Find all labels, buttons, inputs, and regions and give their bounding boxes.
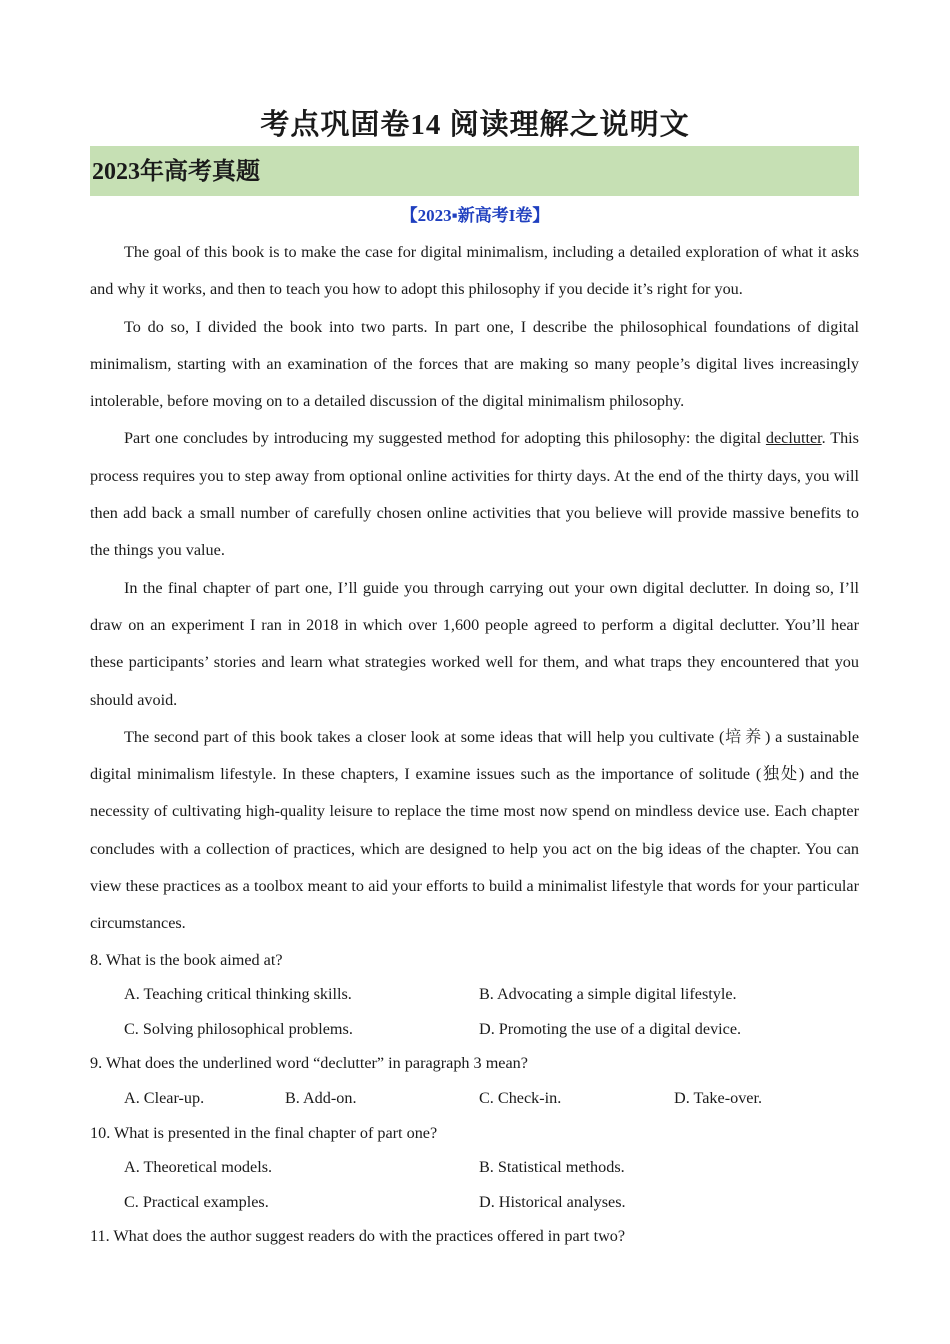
section-header [90, 146, 859, 196]
question-10-options-row-1 [90, 1150, 859, 1185]
underlined-word: declutter [765, 429, 822, 448]
gloss-cultivate: 培养 [724, 727, 765, 746]
gloss-solitude: 独处 [761, 765, 799, 784]
paragraph-3-end: . This process requires you to step away from optional online activities for thirty days. At the end of the thirty days, you will then add back a small number of carefully chosen online activities that you believe will provide massive benefits to the things you value. [90, 429, 859, 560]
option-8d: D. Promoting the use of a digital device. [479, 1019, 742, 1038]
question-9: 9. What does the underlined word “declutter” in paragraph 3 mean? [90, 1054, 528, 1073]
question-9-options [90, 1081, 859, 1116]
question-8-options-row-1 [90, 977, 859, 1012]
document-title: 考点巩固卷14 阅读理解之说明文 [260, 109, 690, 141]
question-10: 10. What is presented in the final chapter of part one? [90, 1123, 438, 1142]
option-9b: B. Add-on. [285, 1089, 357, 1108]
exam-source-label: 【2023▪新高考I卷】 [400, 206, 550, 225]
section-title: 2023年高考真题 [92, 159, 260, 185]
question-8-options-row-2 [90, 1012, 859, 1047]
paragraph-2: To do so, I divided the book into two parts. In part one, I describe the philosophical foundations of digital minimalism, starting with an examination of the forces that are making so many people’s digital lives increasingly intolerable, before moving on to a detailed discussion of the digital minimalism philosophy. [90, 317, 859, 411]
option-9d: D. Take-over. [674, 1089, 763, 1108]
option-9a: A. Clear-up. [124, 1089, 205, 1108]
option-10c: C. Practical examples. [124, 1192, 269, 1211]
paragraph-3-start: Part one concludes by introducing my suggested method for adopting this philosophy: the digital [124, 429, 766, 448]
option-8a: A. Teaching critical thinking skills. [124, 985, 352, 1004]
paragraph-5 [90, 719, 859, 943]
paragraph-5-part-a: The second part of this book takes a closer look at some ideas that will help you cultivate ( [124, 727, 725, 746]
question-11: 11. What does the author suggest readers do with the practices offered in part two? [90, 1227, 626, 1246]
option-8b: B. Advocating a simple digital lifestyle. [479, 985, 737, 1004]
option-10d: D. Historical analyses. [479, 1192, 626, 1211]
question-8: 8. What is the book aimed at? [90, 950, 283, 969]
paragraph-3 [90, 420, 859, 569]
option-10b: B. Statistical methods. [479, 1158, 625, 1177]
question-10-options-row-2 [90, 1185, 859, 1220]
option-10a: A. Theoretical models. [124, 1158, 273, 1177]
reading-passage [90, 234, 859, 1254]
paragraph-5-part-c: ) and the necessity of cultivating high-quality leisure to replace the time most now spend on mindless device use. Each chapter concludes with a collection of practices, which are designed to help you act on the big ideas of the chapter. You can view these practices as a toolbox meant to aid your efforts to build a minimalist lifestyle that words for your particular circumstances. [90, 765, 859, 933]
option-8c: C. Solving philosophical problems. [124, 1019, 353, 1038]
paragraph-4: In the final chapter of part one, I’ll guide you through carrying out your own digital declutter. In doing so, I’ll draw on an experiment I ran in 2018 in which over 1,600 people agreed to perform a digital declutter. You’ll hear these participants’ stories and learn what strategies worked well for them, and what traps they encountered that you should avoid. [90, 578, 859, 709]
paragraph-1: The goal of this book is to make the case for digital minimalism, including a detailed exploration of what it asks and why it works, and then to teach you how to adopt this philosophy if you decide it’s right for you. [90, 243, 859, 299]
option-9c: C. Check-in. [479, 1089, 562, 1108]
paragraph-5-part-b: ) a sustainable digital minimalism lifestyle. In these chapters, I examine issues such as the importance of solitude ( [90, 727, 860, 784]
